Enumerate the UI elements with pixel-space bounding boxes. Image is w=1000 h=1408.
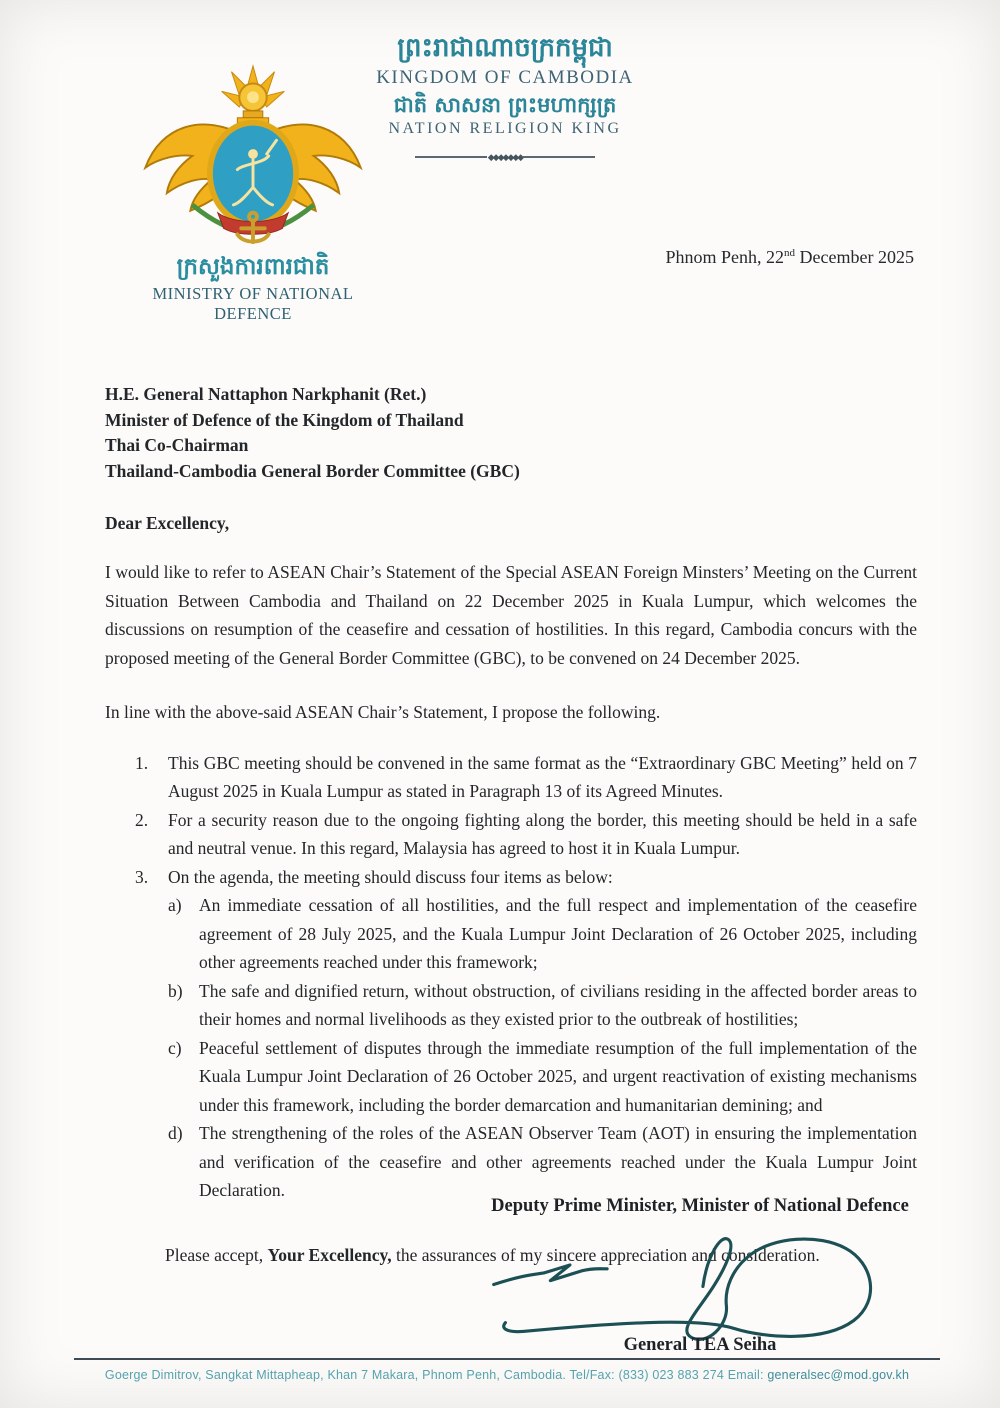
paragraph-1: I would like to refer to ASEAN Chair’s Statement of the Special ASEAN Foreign Minsters’ Meeting on the Current Situation Between Cambodia and Thailand on 22 December 2025 in Kuala Lumpur, which welcomes the discussions on resumption of the ceasefire and cessation of hostilities. In this regard, Cambodia concurs with the proposed meeting of the General Border Committee (GBC), to be convened on 24 December 2025. — [105, 562, 917, 668]
date-line — [666, 247, 914, 268]
sublist-item-text: The strengthening of the roles of the ASEAN Observer Team (AOT) in ensuring the implementation and verification of the ceasefire and other agreements reached under the Kuala Lumpur Joint Declaration. — [199, 1123, 917, 1200]
date-ordinal: nd — [784, 247, 796, 259]
sublist-item-b — [168, 977, 917, 1034]
list-item-2 — [135, 806, 917, 863]
closing-prefix: Please accept, — [165, 1244, 268, 1265]
divider-line-right — [523, 156, 595, 158]
sublist-marker: a) — [168, 895, 182, 915]
starburst-icon — [222, 66, 285, 125]
recipient-committee: Thailand-Cambodia General Border Committee (GBC) — [105, 460, 520, 481]
list-item-text: On the agenda, the meeting should discuss four items as below: — [168, 866, 613, 887]
salutation: Dear Excellency, — [105, 513, 230, 533]
divider-diamonds-icon: ◆◆◆◆◆◆◆ — [487, 151, 523, 162]
numbered-list — [105, 749, 917, 1205]
paragraph-2: In line with the above-said ASEAN Chair’s Statement, I propose the following. — [105, 702, 661, 722]
khmer-motto: ជាតិ សាសនា ព្រះមហាក្សត្រ — [393, 92, 617, 117]
list-marker: 1. — [135, 752, 149, 773]
signature-block — [470, 1196, 930, 1356]
khmer-kingdom-title: ព្រះរាជាណាចក្រកម្ពុជា — [397, 33, 613, 63]
sublist-item-text: The safe and dignified return, without obstruction, of civilians residing in the affected border areas to their homes and normal livelihoods as they existed prior to the outbreak of hostilities; — [199, 980, 917, 1029]
sublist-item-text: Peaceful settlement of disputes through the immediate resumption of the full implementation of the Kuala Lumpur Joint Declaration of 26 October 2025, and urgent reactivation of existing mechanisms under this framework, including the border demarcation and humanitarian demining; and — [199, 1037, 917, 1115]
list-item-text: This GBC meeting should be convened in the same format as the “Extraordinary GBC Meeting” held on 7 August 2025 in Kuala Lumpur as stated in Paragraph 13 of its Agreed Minutes. — [168, 752, 917, 801]
date-place: Phnom Penh, 22 — [665, 247, 785, 267]
sublist-marker: b) — [168, 980, 183, 1001]
footer-email: generalsec@mod.gov.kh — [767, 1368, 910, 1382]
lettered-sublist — [105, 891, 917, 1205]
ministry-name-khmer: ក្រសួងការពារជាតិ — [176, 254, 330, 280]
sublist-marker: d) — [168, 1123, 183, 1143]
sublist-item-a — [168, 891, 917, 977]
list-item-text: For a security reason due to the ongoing fighting along the border, this meeting should be held in a safe and neutral venue. In this regard, Malaysia has agreed to host it in Kuala Lumpur. — [168, 809, 917, 858]
letter-body — [105, 382, 917, 1269]
sublist-marker: c) — [168, 1037, 182, 1058]
ministry-name-english: MINISTRY OF NATIONAL DEFENCE — [152, 284, 354, 324]
closing-bold: Your Excellency, — [267, 1244, 392, 1265]
sublist-item-c — [168, 1034, 917, 1120]
ministry-emblem-block — [118, 60, 388, 324]
sublist-item-d — [168, 1119, 917, 1205]
sublist-item-text: An immediate cessation of all hostilities, and the full respect and implementation of the ceasefire agreement of 28 July 2025, and the Kuala Lumpur Joint Declaration of 26 October 2025, including other agreements reached under this framework; — [199, 895, 917, 972]
recipient-name: H.E. General Nattaphon Narkphanit (Ret.) — [105, 384, 427, 404]
list-marker: 2. — [135, 809, 149, 830]
list-item-1 — [135, 749, 917, 806]
recipient-title: Minister of Defence of the Kingdom of Thailand — [105, 409, 464, 430]
handwritten-signature-icon — [480, 1221, 920, 1349]
footer-address-bar — [74, 1358, 940, 1382]
date-rest: December 2025 — [795, 247, 914, 267]
recipient-block — [105, 382, 917, 484]
kingdom-of-cambodia-title: KINGDOM OF CAMBODIA — [376, 66, 634, 88]
closing-suffix: the assurances of my sincere appreciation and consideration. — [391, 1244, 820, 1265]
nation-religion-king-motto: NATION RELIGION KING — [388, 119, 622, 137]
divider-line-left — [415, 156, 487, 158]
footer-address: Goerge Dimitrov, Sangkat Mittapheap, Khan 7 Makara, Phnom Penh, Cambodia. Tel/Fax: (833) 023 883 274 Email: — [104, 1368, 768, 1382]
list-item-3 — [135, 863, 917, 892]
ministry-of-national-defence-emblem-icon — [135, 60, 371, 246]
recipient-role: Thai Co-Chairman — [105, 435, 249, 455]
signer-title: Deputy Prime Minister, Minister of National Defence — [491, 1196, 909, 1216]
signer-name: General TEA Seiha — [623, 1335, 777, 1355]
list-marker: 3. — [135, 866, 149, 887]
